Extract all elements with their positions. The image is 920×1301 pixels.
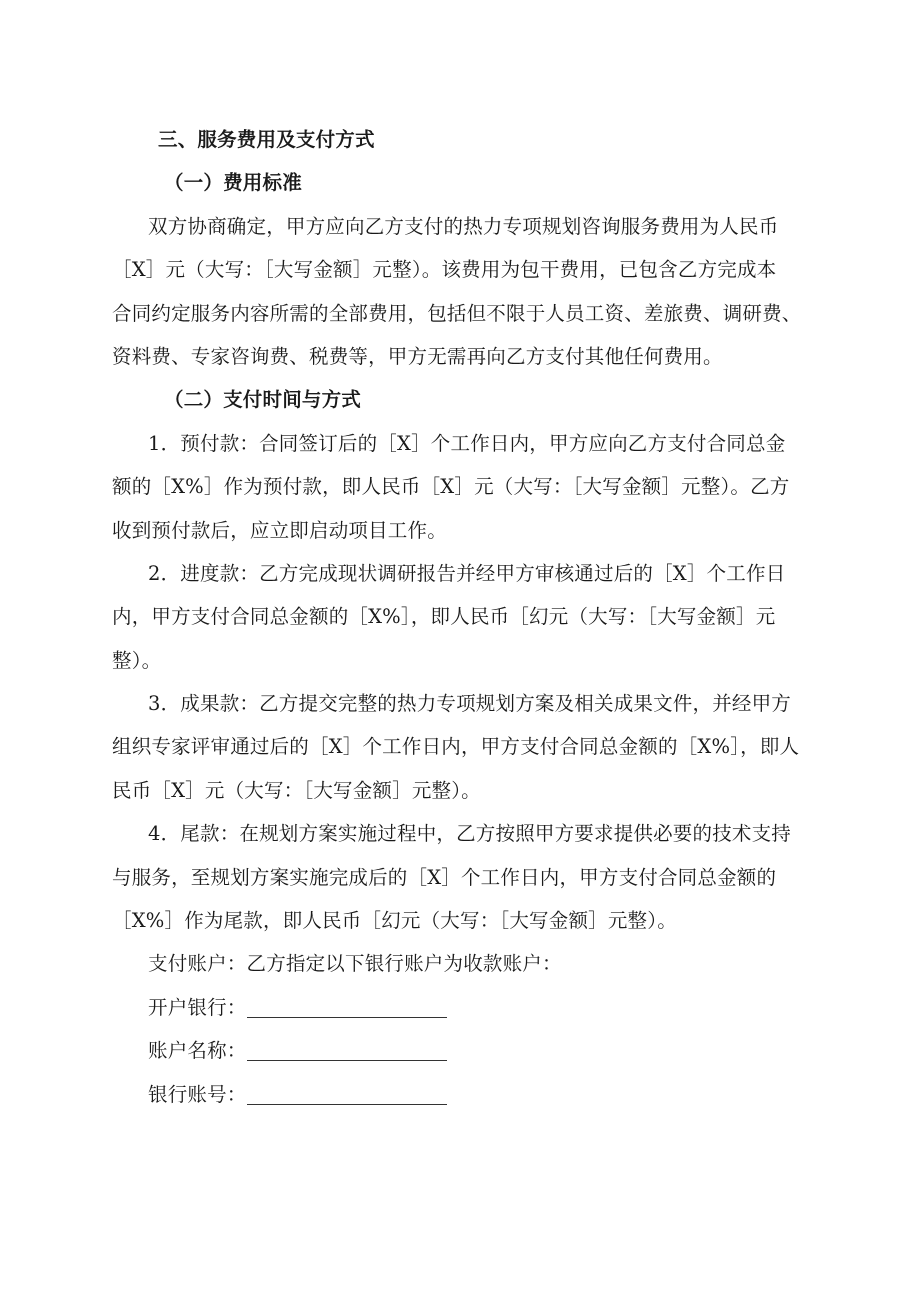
paragraph-line: 整）。 xyxy=(112,648,162,672)
fee-standard-paragraph xyxy=(112,205,812,379)
payment-item-deliverable xyxy=(112,682,812,812)
bank-row xyxy=(112,986,812,1029)
account-name-blank-field[interactable] xyxy=(247,1038,447,1061)
paragraph-line: 内，甲方支付合同总金额的［X%］，即人民币［幻元（大写：［大写金额］元 xyxy=(112,605,776,629)
payment-item-progress xyxy=(112,552,812,682)
account-number-row xyxy=(112,1073,812,1116)
paragraph-line: 1．预付款：合同签订后的［X］个工作日内，甲方应向乙方支付合同总金 xyxy=(148,431,786,455)
contract-page xyxy=(112,118,812,1116)
paragraph-line: 与服务，至规划方案实施完成后的［X］个工作日内，甲方支付合同总金额的 xyxy=(112,865,777,889)
paragraph-line: ［X%］作为尾款，即人民币［幻元（大写：［大写金额］元整）。 xyxy=(112,909,677,933)
account-intro: 支付账户：乙方指定以下银行账户为收款账户： xyxy=(148,952,562,976)
paragraph-line: 组织专家评审通过后的［X］个工作日内，甲方支付合同总金额的［X%］，即人 xyxy=(112,735,800,759)
paragraph-line: 民币［X］元（大写：［大写金额］元整）。 xyxy=(112,778,481,802)
account-number-label: 银行账号： xyxy=(148,1082,247,1106)
account-number-blank-field[interactable] xyxy=(247,1082,447,1105)
fee-standard-heading: （一）费用标准 xyxy=(164,171,302,195)
paragraph-line: ［X］元（大写：［大写金额］元整）。该费用为包干费用，已包含乙方完成本 xyxy=(112,258,777,282)
paragraph-line: 合同约定服务内容所需的全部费用，包括但不限于人员工资、差旅费、调研费、 xyxy=(112,301,802,325)
paragraph-line: 收到预付款后，应立即启动项目工作。 xyxy=(112,518,447,542)
account-name-label: 账户名称： xyxy=(148,1039,247,1063)
bank-label: 开户银行： xyxy=(148,995,247,1019)
paragraph-line: 额的［X%］作为预付款，即人民币［X］元（大写：［大写金额］元整）。乙方 xyxy=(112,475,790,499)
paragraph-line: 2．进度款：乙方完成现状调研报告并经甲方审核通过后的［X］个工作日 xyxy=(148,561,786,585)
section-title: 三、服务费用及支付方式 xyxy=(158,128,375,151)
payment-heading: （二）支付时间与方式 xyxy=(164,388,362,412)
paragraph-line: 4．尾款：在规划方案实施过程中，乙方按照甲方要求提供必要的技术支持 xyxy=(148,822,792,846)
paragraph-line: 资料费、专家咨询费、税费等，甲方无需再向乙方支付其他任何费用。 xyxy=(112,344,723,368)
payment-item-advance xyxy=(112,422,812,552)
bank-blank-field[interactable] xyxy=(247,995,447,1018)
account-name-row xyxy=(112,1029,812,1072)
paragraph-line: 双方协商确定，甲方应向乙方支付的热力专项规划咨询服务费用为人民币 xyxy=(148,214,779,238)
paragraph-line: 3．成果款：乙方提交完整的热力专项规划方案及相关成果文件，并经甲方 xyxy=(148,692,792,716)
payment-item-final xyxy=(112,812,812,942)
